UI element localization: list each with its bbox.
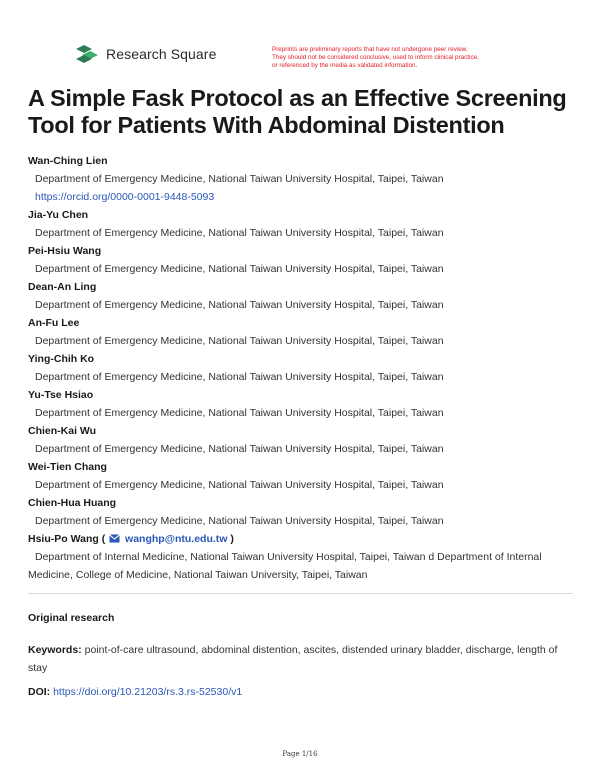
author-affiliation: Department of Emergency Medicine, National Taiwan University Hospital, Taipei, Taiwan xyxy=(35,263,444,275)
author-affiliation: Department of Emergency Medicine, National Taiwan University Hospital, Taipei, Taiwan xyxy=(35,173,444,185)
author-entry xyxy=(28,422,573,458)
author-entry xyxy=(28,242,573,278)
research-square-logo[interactable] xyxy=(74,44,216,64)
author-entry xyxy=(28,458,573,494)
author-entry xyxy=(28,314,573,350)
open-paren: ( xyxy=(101,533,106,545)
author-affiliation: Department of Emergency Medicine, National Taiwan University Hospital, Taipei, Taiwan xyxy=(35,443,444,455)
doi xyxy=(28,686,242,698)
author-name: Jia-Yu Chen xyxy=(28,209,89,221)
author-affiliation: Department of Emergency Medicine, National Taiwan University Hospital, Taipei, Taiwan xyxy=(35,479,444,491)
preprint-notice xyxy=(272,46,542,70)
author-name: Chien-Kai Wu xyxy=(28,425,97,437)
notice-line: Preprints are preliminary reports that have not undergone peer review. xyxy=(272,46,468,53)
page-number: Page 1/16 xyxy=(282,750,318,758)
author-affiliation: Department of Emergency Medicine, National Taiwan University Hospital, Taipei, Taiwan xyxy=(35,227,444,239)
email-link[interactable]: wanghp@ntu.edu.tw xyxy=(125,533,228,545)
author-entry xyxy=(28,386,573,422)
notice-line: They should not be considered conclusive, used to inform clinical practice, xyxy=(272,54,479,61)
author-affiliation: Department of Internal Medicine, National Taiwan University Hospital, Taipei, Taiwan d Department of Internal Medicine, College of Medicine, National Taiwan University, Taipei, Taiwan xyxy=(28,551,542,581)
close-paren: ) xyxy=(230,533,234,545)
paper-title: A Simple Fask Protocol as an Effective Screening Tool for Patients With Abdominal Distention xyxy=(28,85,567,138)
envelope-icon xyxy=(109,531,120,549)
author-entry xyxy=(28,152,573,206)
author-name: Ying-Chih Ko xyxy=(28,353,95,365)
author-name: Yu-Tse Hsiao xyxy=(28,389,94,401)
author-name: Wan-Ching Lien xyxy=(28,155,108,167)
author-list xyxy=(28,152,573,584)
keywords-text: point-of-care ultrasound, abdominal distention, ascites, distended urinary bladder, discharge, length of stay xyxy=(28,644,558,674)
author-entry xyxy=(28,278,573,314)
logo-text: Research Square xyxy=(106,46,217,62)
doi-label: DOI: xyxy=(28,686,51,698)
author-entry xyxy=(28,350,573,386)
author-name: Wei-Tien Chang xyxy=(28,461,107,473)
doi-link[interactable]: https://doi.org/10.21203/rs.3.rs-52530/v1 xyxy=(53,686,243,698)
author-name: Pei-Hsiu Wang xyxy=(28,245,102,257)
author-name: Dean-An Ling xyxy=(28,281,97,293)
keywords-label: Keywords: xyxy=(28,644,82,656)
author-name: Chien-Hua Huang xyxy=(28,497,117,509)
research-square-logo-icon xyxy=(74,44,100,64)
author-entry xyxy=(28,206,573,242)
author-affiliation: Department of Emergency Medicine, National Taiwan University Hospital, Taipei, Taiwan xyxy=(35,371,444,383)
author-name: Hsiu-Po Wang xyxy=(28,533,99,545)
author-name: An-Fu Lee xyxy=(28,317,80,329)
keywords xyxy=(28,641,573,677)
author-affiliation: Department of Emergency Medicine, National Taiwan University Hospital, Taipei, Taiwan xyxy=(35,515,444,527)
corresponding-author-name-line xyxy=(28,530,573,548)
notice-line: or referenced by the media as validated information. xyxy=(272,62,418,69)
author-affiliation: Department of Emergency Medicine, National Taiwan University Hospital, Taipei, Taiwan xyxy=(35,335,444,347)
section-divider xyxy=(28,593,573,594)
author-affiliation: Department of Emergency Medicine, National Taiwan University Hospital, Taipei, Taiwan xyxy=(35,407,444,419)
article-type: Original research xyxy=(28,612,115,624)
author-entry xyxy=(28,494,573,530)
corresponding-author-entry xyxy=(28,530,573,584)
orcid-link[interactable]: https://orcid.org/0000-0001-9448-5093 xyxy=(35,191,215,203)
author-affiliation: Department of Emergency Medicine, National Taiwan University Hospital, Taipei, Taiwan xyxy=(35,299,444,311)
